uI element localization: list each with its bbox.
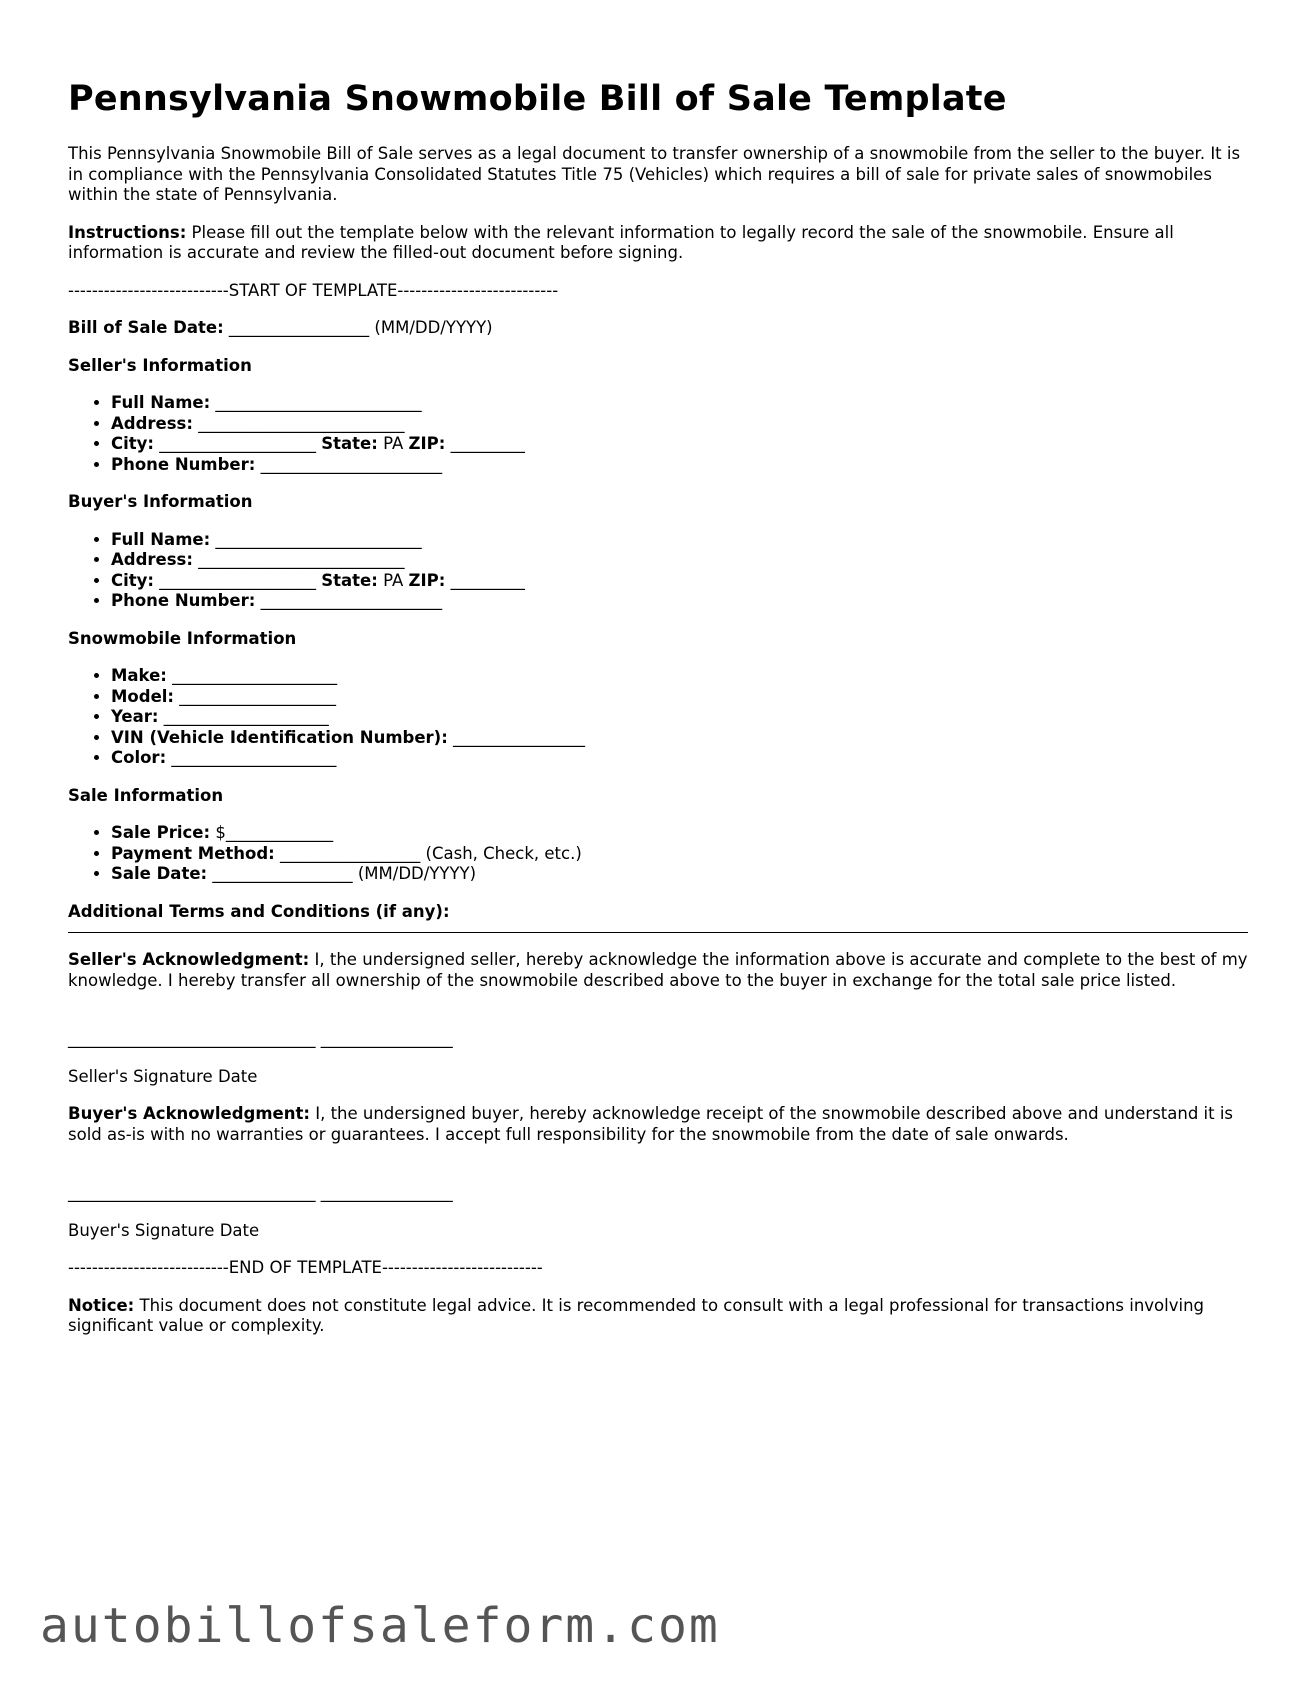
- make-label: Make:: [111, 666, 167, 685]
- year-label: Year:: [111, 707, 159, 726]
- year-field[interactable]: ____________________: [158, 707, 329, 726]
- buyer-signature-line[interactable]: ______________________________ ________________: [68, 1183, 453, 1202]
- payment-method-hint: (Cash, Check, etc.): [425, 843, 582, 863]
- notice-label: Notice:: [68, 1295, 135, 1315]
- seller-address-label: Address:: [111, 413, 193, 433]
- list-item: [111, 666, 1248, 687]
- sale-date-hint: (MM/DD/YYYY): [357, 864, 477, 883]
- list-item: [111, 591, 1248, 612]
- seller-signature-caption: Seller's Signature Date: [68, 1066, 258, 1086]
- payment-method-field[interactable]: _________________: [274, 843, 426, 863]
- buyer-zip-label: ZIP:: [408, 570, 446, 590]
- start-marker: ---------------------------START OF TEMPLATE---------------------------: [68, 280, 559, 300]
- list-item: [111, 530, 1248, 551]
- list-item: [111, 728, 1248, 749]
- bill-date-field[interactable]: _________________: [223, 318, 375, 337]
- list-item: [111, 550, 1248, 571]
- instructions-text: Please fill out the template below with the relevant information to legally record the sale of the snowmobile. Ensure all information is accurate and review the filled-out document before signing.: [68, 222, 1174, 262]
- seller-phone-label: Phone Number:: [111, 454, 256, 474]
- buyer-acknowledgment: [68, 1104, 1248, 1145]
- model-label: Model:: [111, 686, 175, 706]
- list-item: [111, 748, 1248, 769]
- seller-phone-field[interactable]: ______________________: [255, 454, 443, 474]
- list-item: [111, 707, 1248, 728]
- list-item: [111, 844, 1248, 865]
- snowmobile-heading: Snowmobile Information: [68, 628, 297, 648]
- sale-list: [68, 823, 1248, 885]
- intro-paragraph: This Pennsylvania Snowmobile Bill of Sale serves as a legal document to transfer ownership of a snowmobile from the seller to the buyer. It is in compliance with the Pennsylvania Consolidated Statutes Title 75 (Vehicles) which requires a bill of sale for private sales of snowmobiles within the state of Pennsylvania.: [68, 144, 1241, 204]
- additional-terms-heading: Additional Terms and Conditions (if any):: [68, 901, 450, 921]
- end-marker: ---------------------------END OF TEMPLATE---------------------------: [68, 1258, 543, 1277]
- seller-state-value: PA: [377, 434, 409, 453]
- list-item: [111, 393, 1248, 414]
- seller-city-field[interactable]: ___________________: [154, 434, 322, 453]
- buyer-address-field[interactable]: _________________________: [192, 550, 405, 569]
- seller-full-name-field[interactable]: _________________________: [210, 393, 422, 412]
- sale-heading: Sale Information: [68, 785, 224, 805]
- seller-signature-line[interactable]: ______________________________ ________________: [68, 1029, 453, 1048]
- list-item: [111, 864, 1248, 885]
- sale-date-field[interactable]: _________________: [207, 864, 358, 883]
- seller-address-field[interactable]: _________________________: [192, 413, 405, 433]
- bill-date-label: Bill of Sale Date:: [68, 318, 224, 337]
- bill-date-line: [68, 318, 1248, 339]
- payment-method-label: Payment Method:: [111, 843, 275, 863]
- buyer-full-name-field[interactable]: _________________________: [210, 529, 422, 549]
- list-item: [111, 414, 1248, 435]
- buyer-state-value: PA: [377, 570, 409, 590]
- buyer-city-label: City:: [111, 570, 155, 590]
- color-label: Color:: [111, 748, 167, 767]
- list-item: [111, 455, 1248, 476]
- buyer-address-label: Address:: [111, 550, 193, 569]
- sale-date-label: Sale Date:: [111, 864, 208, 883]
- buyer-phone-label: Phone Number:: [111, 591, 256, 610]
- site-watermark: autobillofsaleform.com: [40, 1598, 720, 1654]
- document-page: [68, 78, 1248, 1354]
- buyer-ack-label: Buyer's Acknowledgment:: [68, 1104, 310, 1123]
- seller-ack-text: I, the undersigned seller, hereby acknowledge the information above is accurate and complete to the best of my knowledge. I hereby transfer all ownership of the snowmobile described above to the buyer in exchange for the total sale price listed.: [68, 950, 1248, 990]
- seller-ack-label: Seller's Acknowledgment:: [68, 950, 310, 969]
- notice-text: This document does not constitute legal advice. It is recommended to consult with a legal professional for transactions involving significant value or complexity.: [68, 1295, 1205, 1335]
- make-field[interactable]: ____________________: [166, 666, 338, 685]
- buyer-phone-field[interactable]: ______________________: [255, 591, 443, 610]
- buyer-full-name-label: Full Name:: [111, 529, 211, 549]
- seller-full-name-label: Full Name:: [111, 393, 211, 412]
- list-item: [111, 434, 1248, 455]
- model-field[interactable]: ___________________: [174, 686, 337, 706]
- sale-price-field[interactable]: $_____________: [210, 823, 334, 842]
- list-item: [111, 687, 1248, 708]
- list-item: [111, 823, 1248, 844]
- instructions-label: Instructions:: [68, 222, 187, 242]
- terms-line[interactable]: [68, 932, 1248, 933]
- buyer-list: [68, 530, 1248, 612]
- buyer-zip-field[interactable]: _________: [445, 570, 525, 590]
- sale-price-label: Sale Price:: [111, 823, 211, 842]
- seller-zip-field[interactable]: _________: [445, 434, 525, 453]
- vin-field[interactable]: ________________: [447, 727, 586, 747]
- buyer-heading: Buyer's Information: [68, 492, 253, 511]
- buyer-ack-text: I, the undersigned buyer, hereby acknowledge receipt of the snowmobile described above and understand it is sold as-is with no warranties or guarantees. I accept full responsibility for the snowmobile from the date of sale onwards.: [68, 1104, 1234, 1144]
- buyer-signature-caption: Buyer's Signature Date: [68, 1220, 260, 1240]
- buyer-state-label: State:: [321, 570, 378, 590]
- seller-acknowledgment: [68, 950, 1248, 991]
- list-item: [111, 571, 1248, 592]
- page-title: Pennsylvania Snowmobile Bill of Sale Template: [68, 79, 1007, 119]
- notice-paragraph: [68, 1296, 1248, 1337]
- snowmobile-list: [68, 666, 1248, 769]
- bill-date-hint: (MM/DD/YYYY): [374, 318, 493, 337]
- seller-state-label: State:: [321, 434, 378, 453]
- instructions-paragraph: [68, 223, 1248, 264]
- seller-heading: Seller's Information: [68, 355, 252, 375]
- seller-list: [68, 393, 1248, 475]
- seller-zip-label: ZIP:: [408, 434, 446, 453]
- vin-label: VIN (Vehicle Identification Number):: [111, 727, 448, 747]
- color-field[interactable]: ____________________: [166, 748, 337, 767]
- seller-city-label: City:: [111, 434, 155, 453]
- buyer-city-field[interactable]: ___________________: [154, 570, 322, 590]
